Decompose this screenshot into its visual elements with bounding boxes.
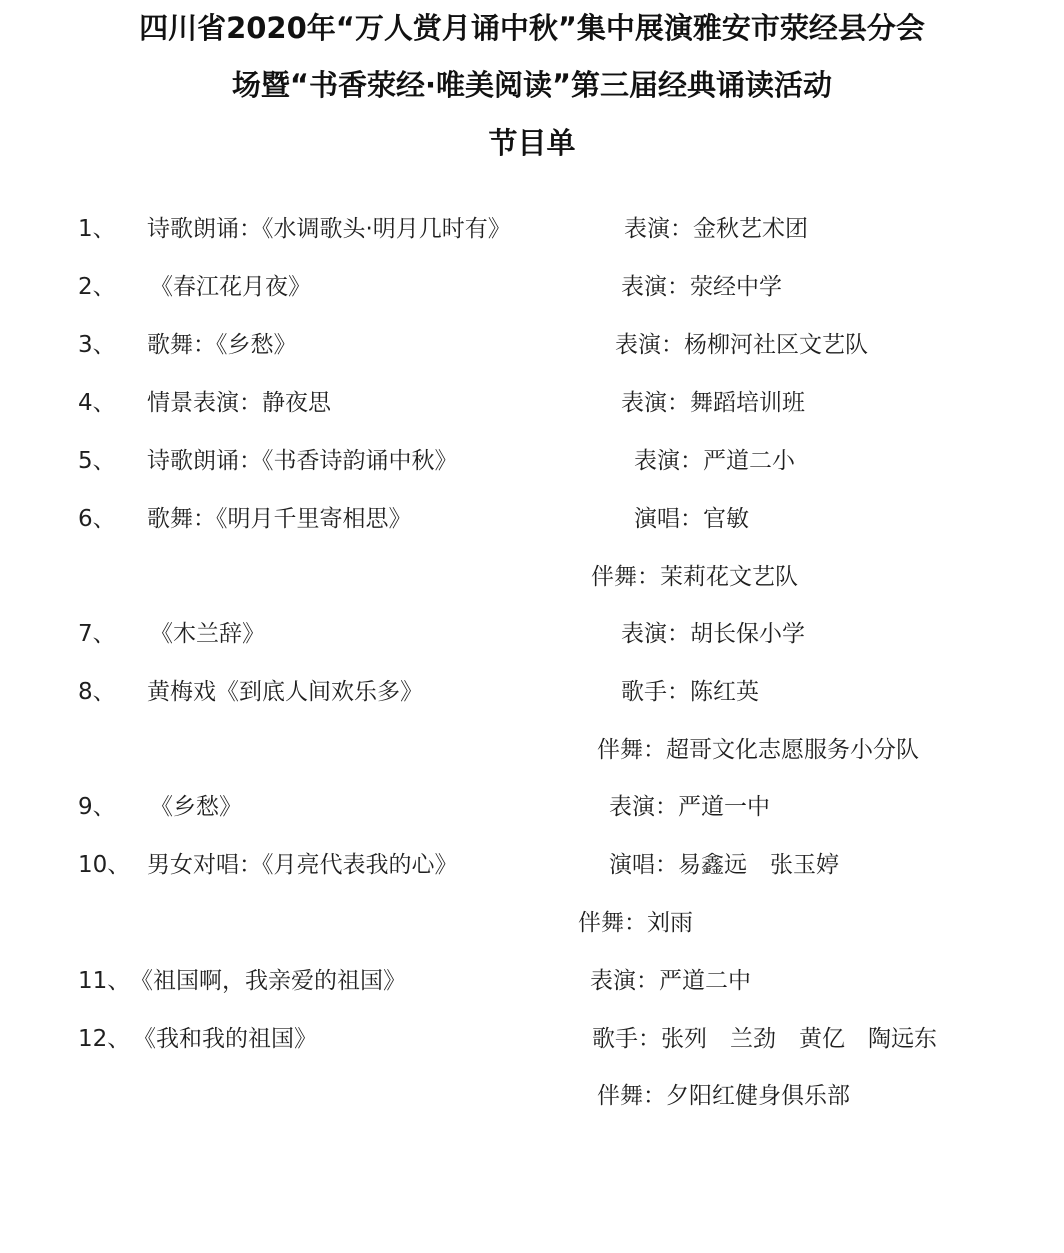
program-performer: 伴舞：夕阳红健身俱乐部 [597, 1083, 850, 1109]
program-title: 《木兰辞》 [150, 621, 265, 647]
program-performer: 歌手：张列 兰劲 黄亿 陶远东 [592, 1026, 937, 1052]
program-performer: 伴舞：超哥文化志愿服务小分队 [597, 737, 919, 763]
program-performer: 演唱：易鑫远 张玉婷 [609, 852, 839, 878]
title-line-2: 场暨“书香荥经·唯美阅读”第三届经典诵读活动 [231, 68, 833, 102]
program-performer: 表演：杨柳河社区文艺队 [615, 332, 868, 358]
program-title: 男女对唱：《月亮代表我的心》 [147, 852, 458, 878]
program-performer: 表演：严道二中 [590, 968, 751, 994]
title-line-1: 四川省2020年“万人赏月诵中秋”集中展演雅安市荥经县分会 [139, 11, 925, 45]
program-title: 《乡愁》 [150, 794, 242, 820]
program-number: 1、 [78, 216, 116, 242]
program-number: 9、 [78, 794, 116, 820]
program-title: 情景表演：静夜思 [147, 390, 331, 416]
program-performer: 演唱：官敏 [634, 506, 749, 532]
program-title: 黄梅戏《到底人间欢乐多》 [147, 679, 423, 705]
program-performer: 歌手：陈红英 [621, 679, 759, 705]
program-number: 7、 [78, 621, 116, 647]
program-performer: 表演：严道一中 [609, 794, 770, 820]
program-performer: 伴舞：茉莉花文艺队 [591, 564, 798, 590]
program-title: 诗歌朗诵：《书香诗韵诵中秋》 [147, 448, 458, 474]
title-program-list: 节目单 [488, 126, 576, 160]
program-performer: 伴舞：刘雨 [578, 910, 693, 936]
program-title: 诗歌朗诵：《水调歌头·明月几时有》 [147, 216, 511, 242]
program-performer: 表演：舞蹈培训班 [621, 390, 805, 416]
program-number: 3、 [78, 332, 116, 358]
program-performer: 表演：荥经中学 [621, 274, 782, 300]
program-performer: 表演：金秋艺术团 [624, 216, 808, 242]
program-number: 6、 [78, 506, 116, 532]
program-title: 歌舞：《乡愁》 [147, 332, 297, 358]
program-number: 11、 [78, 968, 131, 994]
program-number: 10、 [78, 852, 131, 878]
program-number: 5、 [78, 448, 116, 474]
program-number: 12、 [78, 1026, 131, 1052]
program-number: 2、 [78, 274, 116, 300]
program-performer: 表演：胡长保小学 [621, 621, 805, 647]
program-title: 《春江花月夜》 [150, 274, 311, 300]
program-number: 4、 [78, 390, 116, 416]
program-performer: 表演：严道二小 [634, 448, 795, 474]
program-title: 歌舞：《明月千里寄相思》 [147, 506, 412, 532]
program-title: 《我和我的祖国》 [133, 1026, 317, 1052]
program-title: 《祖国啊，我亲爱的祖国》 [130, 968, 406, 994]
program-number: 8、 [78, 679, 116, 705]
